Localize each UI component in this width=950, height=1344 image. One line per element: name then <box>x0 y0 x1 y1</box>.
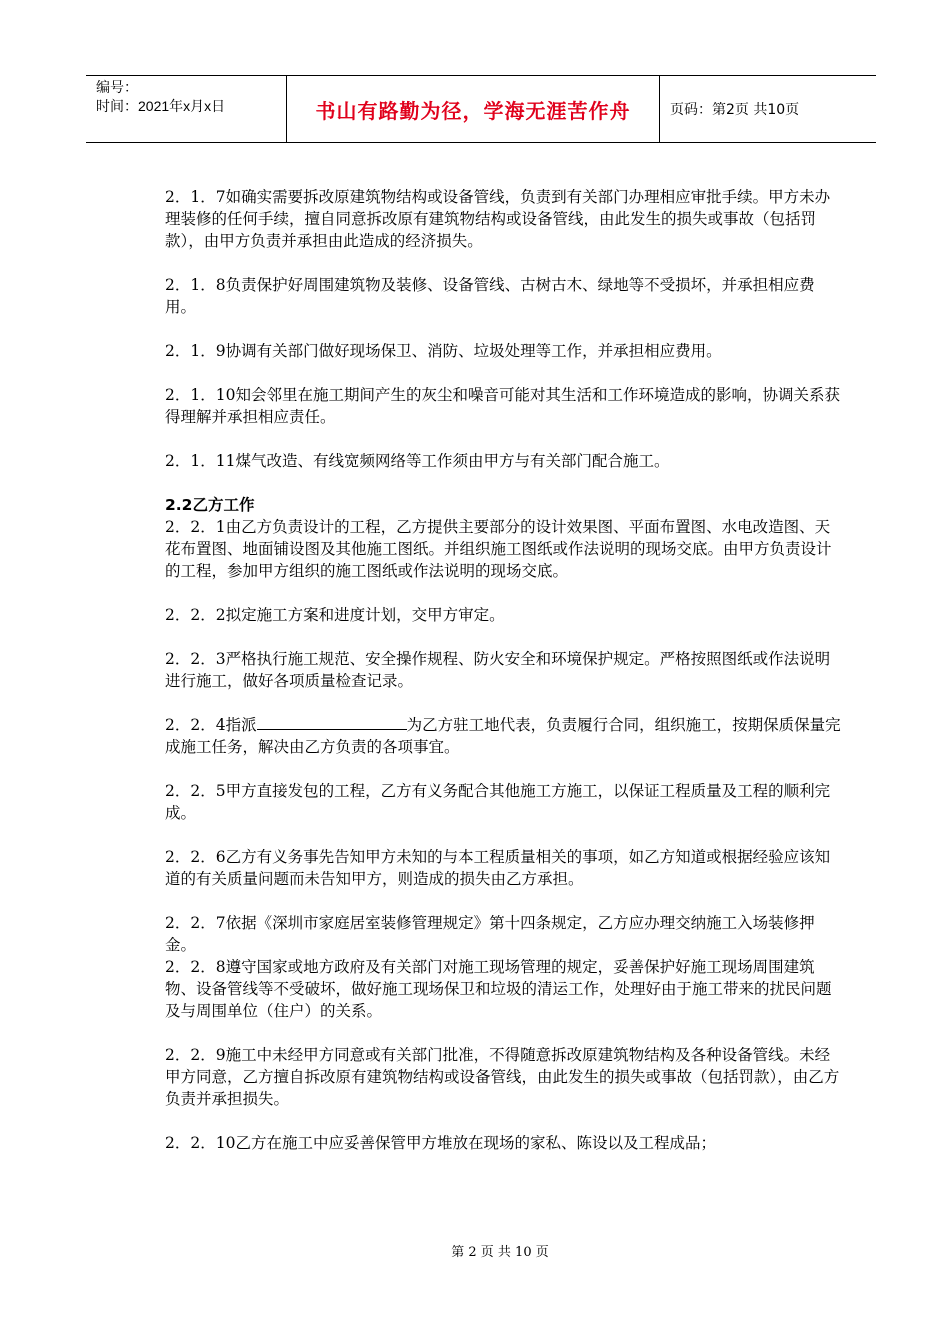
page-footer: 第 2 页 共 10 页 <box>451 1245 549 1260</box>
clause-2-2-4 <box>165 714 845 758</box>
clause-2-2-8: 2．2．8遵守国家或地方政府及有关部门对施工现场管理的规定，妥善保护好施工现场周围建筑物、设备管线等不受破坏，做好施工现场保卫和垃圾的清运工作，处理好由于施工带来的扰民问题及与周围单位（住户）的关系。 <box>165 958 832 1020</box>
clause-2-2-1: 2．2．1由乙方负责设计的工程，乙方提供主要部分的设计效果图、平面布置图、水电改造图、天花布置图、地面铺设图及其他施工图纸。并组织施工图纸或作法说明的现场交底。由甲方负责设计的工程，参加甲方组织的施工图纸或作法说明的现场交底。 <box>165 518 832 580</box>
document-body <box>165 186 845 1176</box>
clause-2-2-9: 2．2．9施工中未经甲方同意或有关部门批准，不得随意拆改原建筑物结构及各种设备管线。未经甲方同意，乙方擅自拆改原有建筑物结构或设备管线，由此发生的损失或事故（包括罚款），由乙方负责并承担损失。 <box>165 1046 840 1108</box>
document-number-label: 编号： <box>96 79 138 95</box>
header-motto: 书山有路勤为径，学海无涯苦作舟 <box>286 76 660 142</box>
clause-2-2-10: 2．2．10乙方在施工中应妥善保管甲方堆放在现场的家私、陈设以及工程成品； <box>165 1134 716 1152</box>
clause-2-1-10: 2．1．10知会邻里在施工期间产生的灰尘和噪音可能对其生活和工作环境造成的影响，协调关系获得理解并承担相应责任。 <box>165 386 840 426</box>
header-meta <box>86 76 286 142</box>
clause-2-2-3: 2．2．3严格执行施工规范、安全操作规程、防火安全和环境保护规定。严格按照图纸或作法说明进行施工，做好各项质量检查记录。 <box>165 650 831 690</box>
clause-2-2-6: 2．2．6乙方有义务事先告知甲方未知的与本工程质量相关的事项，如乙方知道或根据经验应该知道的有关质量问题而未告知甲方，则造成的损失由乙方承担。 <box>165 848 831 888</box>
clause-2-1-8: 2．1．8负责保护好周围建筑物及装修、设备管线、古树古木、绿地等不受损坏，并承担相应费用。 <box>165 276 815 316</box>
clause-2-2-5: 2．2．5甲方直接发包的工程，乙方有义务配合其他施工方施工，以保证工程质量及工程的顺利完成。 <box>165 782 831 822</box>
page-header <box>86 75 876 143</box>
representative-blank-line <box>257 714 407 730</box>
clause-2-2-2: 2．2．2拟定施工方案和进度计划，交甲方审定。 <box>165 606 505 624</box>
clause-2-1-11: 2．1．11煤气改造、有线宽频网络等工作须由甲方与有关部门配合施工。 <box>165 452 670 470</box>
document-time-label: 时间：2021年x月x日 <box>96 98 226 114</box>
header-page-info: 页码：第2页 共10页 <box>670 102 800 118</box>
clause-2-1-9: 2．1．9协调有关部门做好现场保卫、消防、垃圾处理等工作，并承担相应费用。 <box>165 342 722 360</box>
clause-2-2-4-prefix: 2．2．4指派 <box>165 716 257 734</box>
clause-2-2-7: 2．2．7依据《深圳市家庭居室装修管理规定》第十四条规定，乙方应办理交纳施工入场装修押金。 <box>165 914 815 954</box>
clause-2-1-7: 2．1．7如确实需要拆改原建筑物结构或设备管线，负责到有关部门办理相应审批手续。甲方未办理装修的任何手续，擅自同意拆改原有建筑物结构或设备管线，由此发生的损失或事故（包括罚款），由甲方负责并承担由此造成的经济损失。 <box>165 188 831 250</box>
clause-2-2-4-suffix: 为乙方驻工地代表，负责履行合同，组织施工，按期保质保量完成施工任务，解决由乙方负责的各项事宜。 <box>165 716 841 756</box>
section-2-2-title: 2.2乙方工作 <box>165 496 255 514</box>
